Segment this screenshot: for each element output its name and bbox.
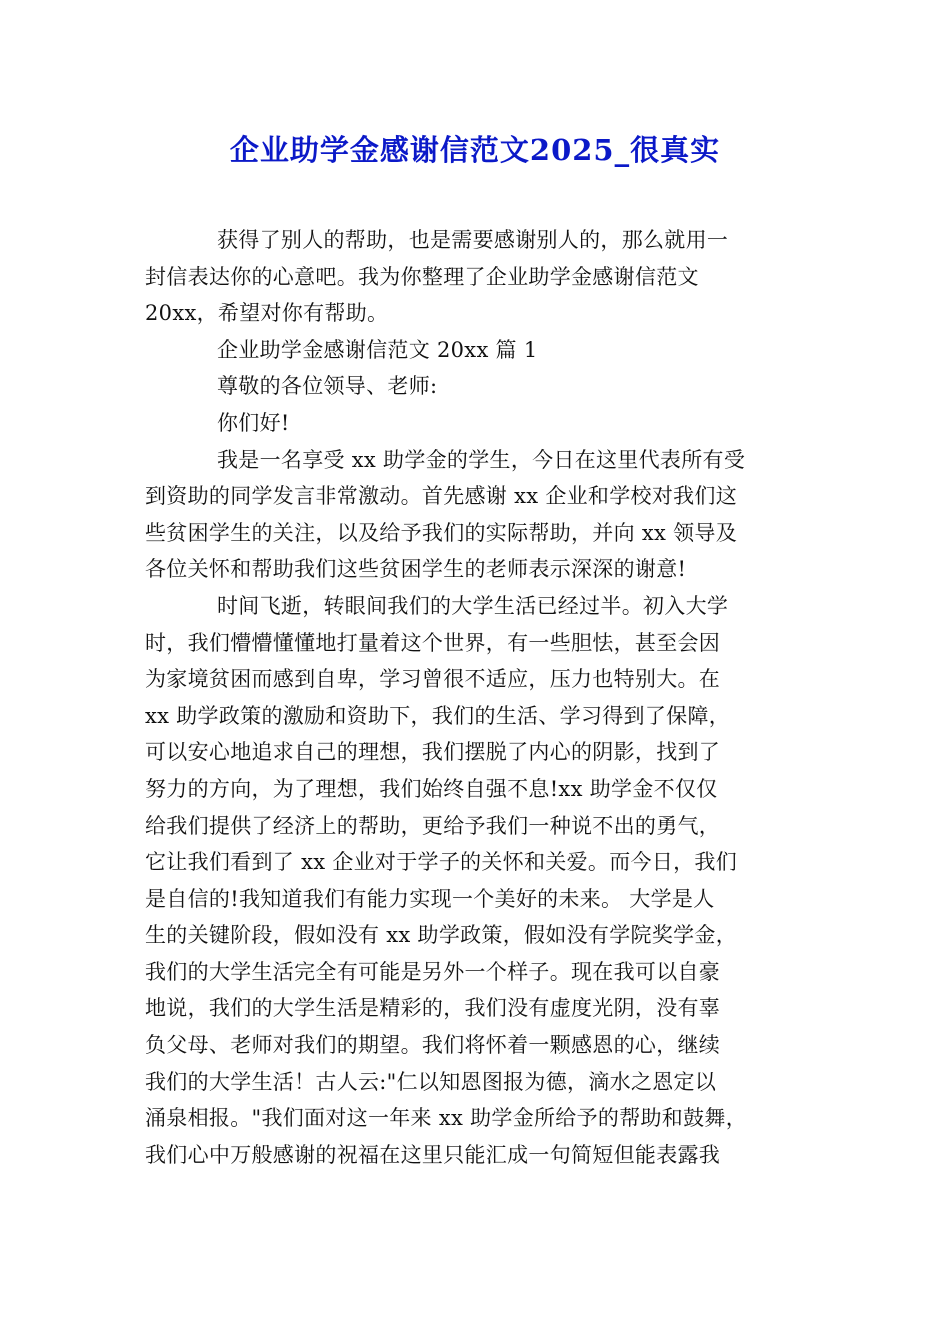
text-line: 到资助的同学发言非常激动。首先感谢 xx 企业和学校对我们这 [145,484,738,509]
text-line: 可以安心地追求自己的理想，我们摆脱了内心的阴影，找到了 [145,740,721,765]
text-line: 我们的大学生活！古人云:"仁以知恩图报为德，滴水之恩定以 [145,1069,717,1094]
text-line: 封信表达你的心意吧。我为你整理了企业助学金感谢信范文 [145,264,699,289]
text-line: 各位关怀和帮助我们这些贫困学生的老师表示深深的谢意! [145,557,687,582]
text-line: 我们的大学生活完全有可能是另外一个样子。现在我可以自豪 [145,959,721,984]
text-line: 20xx，希望对你有帮助。 [145,301,389,326]
text-line: 它让我们看到了 xx 企业对于学子的关怀和关爱。而今日，我们 [145,850,738,875]
text-line: 尊敬的各位领导、老师: [217,374,438,399]
text-line: 地说，我们的大学生活是精彩的，我们没有虚度光阴，没有辜 [145,996,721,1021]
text-line: 获得了别人的帮助，也是需要感谢别人的，那么就用一 [217,228,729,252]
text-line: 我是一名享受 xx 助学金的学生，今日在这里代表所有受 [217,447,746,472]
text-line: 你们好! [217,410,290,435]
text-line: 是自信的!我知道我们有能力实现一个美好的未来。 大学是人 [145,886,715,911]
text-line: 努力的方向，为了理想，我们始终自强不息!xx 助学金不仅仅 [145,776,718,801]
text-line: 涌泉相报。"我们面对这一年来 xx 助学金所给予的帮助和鼓舞， [145,1106,747,1131]
text-line: 时间飞逝，转眼间我们的大学生活已经过半。初入大学 [217,593,729,618]
text-line: 为家境贫困而感到自卑，学习曾很不适应，压力也特别大。在 [145,667,721,692]
text-line: 生的关键阶段，假如没有 xx 助学政策，假如没有学院奖学金， [145,923,738,948]
text-line: 给我们提供了经济上的帮助，更给予我们一种说不出的勇气， [145,813,721,838]
document-title: 企业助学金感谢信范文2025_很真实 [229,133,721,167]
text-line: 时，我们懵懵懂懂地打量着这个世界，有一些胆怯，甚至会因 [145,630,721,655]
text-line: 负父母、老师对我们的期望。我们将怀着一颗感恩的心，继续 [145,1033,721,1058]
text-line: 企业助学金感谢信范文 20xx 篇 1 [217,337,538,362]
document-body [145,222,801,1173]
text-line: 我们心中万般感谢的祝福在这里只能汇成一句简短但能表露我 [145,1142,721,1167]
text-line: xx 助学政策的激励和资助下，我们的生活、学习得到了保障， [145,703,731,728]
text-line: 些贫困学生的关注，以及给予我们的实际帮助，并向 xx 领导及 [145,520,738,545]
